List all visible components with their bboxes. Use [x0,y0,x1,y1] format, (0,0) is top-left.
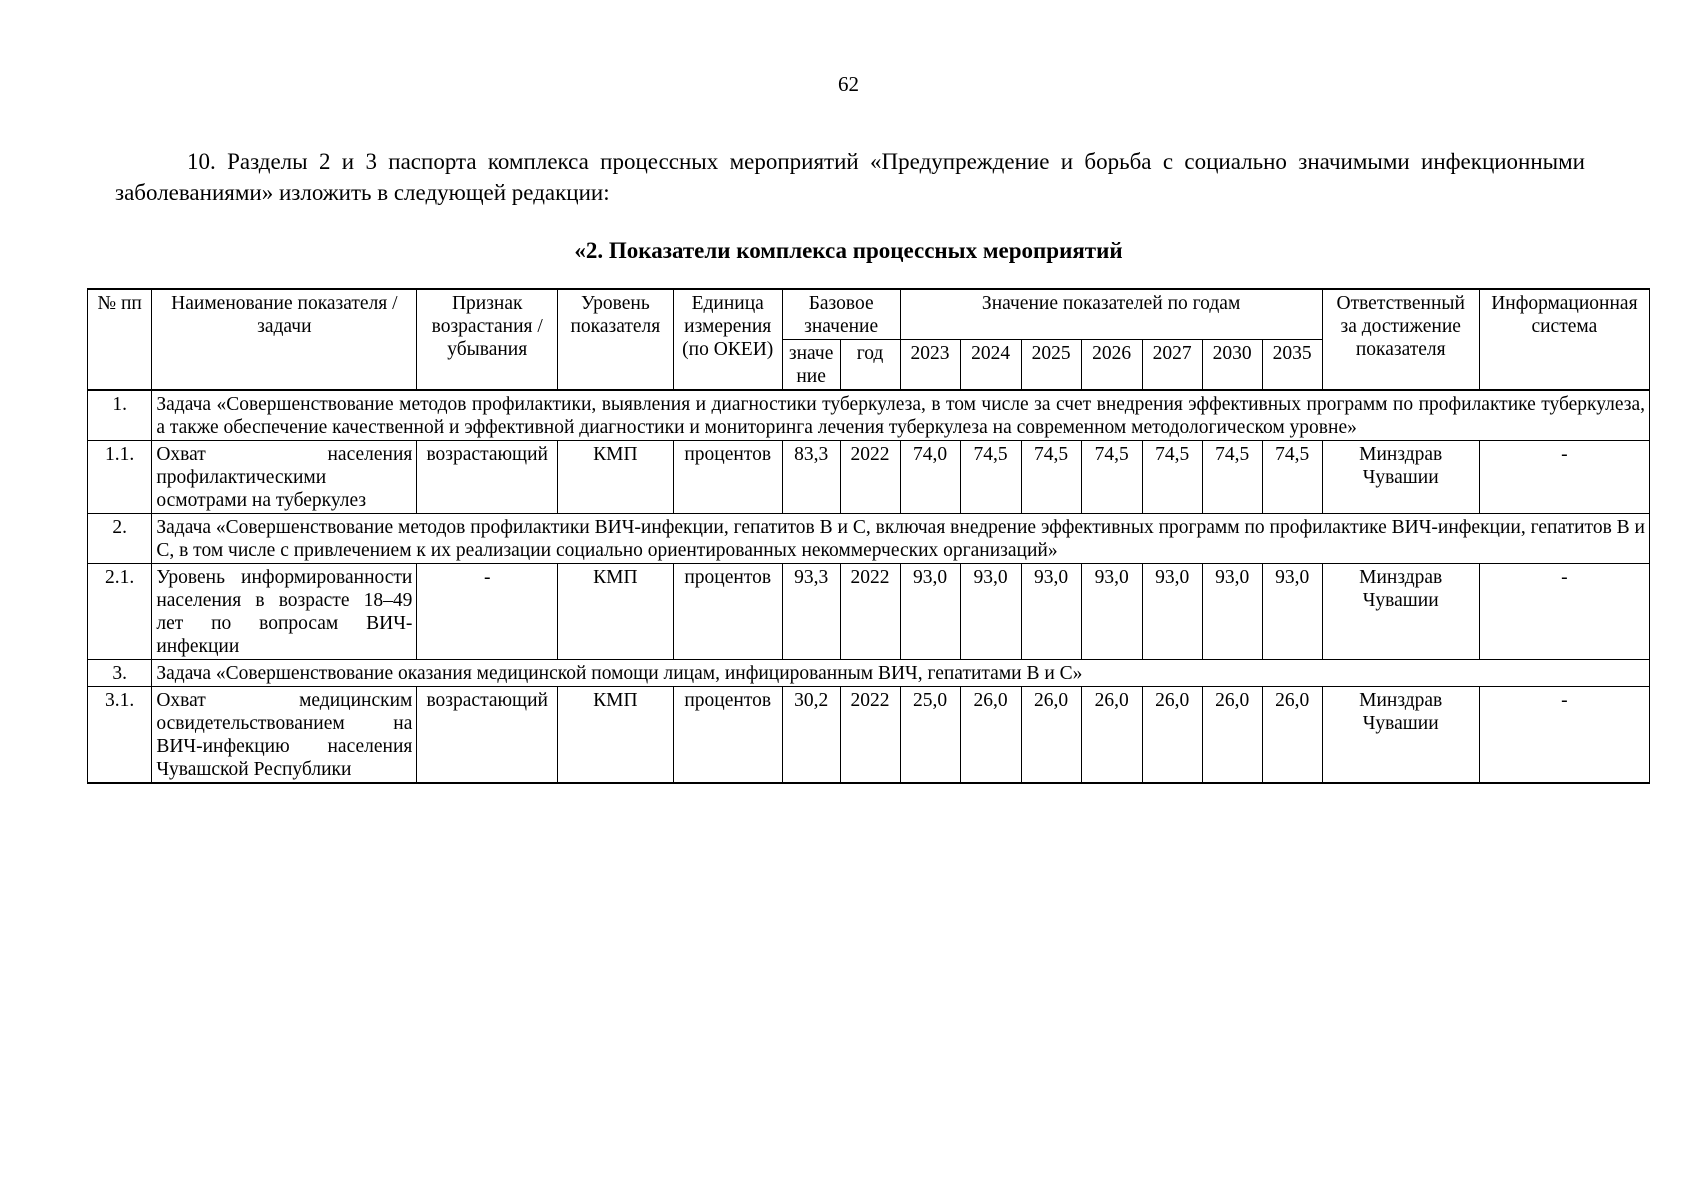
indicator-level: КМП [558,687,674,784]
row-num: 1.1. [88,441,152,514]
header-num: № пп [88,289,152,390]
info-system: - [1479,687,1649,784]
indicator-name: Уровень информированности населения в возрасте 18–49 лет по вопросам ВИЧ-инфекции [152,564,417,660]
responsible: Минздрав Чувашии [1322,441,1479,514]
year-value: 74,5 [1202,441,1262,514]
task-text: Задача «Совершенствование методов профилактики ВИЧ-инфекции, гепатитов B и C, включая внедрение эффективных программ по профилактике ВИЧ-инфекции, гепатитов B и C, в том числе с привлечением к их реализации социально ориентированных некоммерческих организаций» [152,514,1650,564]
indicator-sign: возрастающий [417,687,558,784]
indicator-level: КМП [558,564,674,660]
header-base-value: значение [782,340,840,391]
task-row [88,390,1650,441]
header-year: 2027 [1142,340,1202,391]
header-year: 2026 [1081,340,1142,391]
year-value: 26,0 [1021,687,1081,784]
indicator-row [88,441,1650,514]
year-value: 93,0 [960,564,1021,660]
indicator-row [88,687,1650,784]
year-value: 26,0 [960,687,1021,784]
year-value: 74,5 [1142,441,1202,514]
indicator-sign: возрастающий [417,441,558,514]
header-year: 2030 [1202,340,1262,391]
base-year: 2022 [840,687,900,784]
header-level: Уровень показателя [558,289,674,390]
year-value: 93,0 [1142,564,1202,660]
section-title: «2. Показатели комплекса процессных мероприятий [574,238,1123,263]
task-row [88,514,1650,564]
year-value: 93,0 [1202,564,1262,660]
indicator-unit: процентов [673,564,782,660]
year-value: 26,0 [1081,687,1142,784]
indicator-sign: - [417,564,558,660]
indicator-name: Охват медицинским освидетельствованием на ВИЧ-инфекцию населения Чувашской Республики [152,687,417,784]
row-num: 1. [88,390,152,441]
row-num: 3.1. [88,687,152,784]
header-base-year: год [840,340,900,391]
year-value: 93,0 [1021,564,1081,660]
base-value: 30,2 [782,687,840,784]
responsible: Минздрав Чувашии [1322,564,1479,660]
info-system: - [1479,441,1649,514]
row-num: 2. [88,514,152,564]
indicator-level: КМП [558,441,674,514]
year-value: 93,0 [1262,564,1322,660]
year-value: 74,0 [900,441,960,514]
year-value: 26,0 [1262,687,1322,784]
header-info-system: Информационная система [1479,289,1649,390]
header-base: Базовое значение [782,289,900,340]
header-year: 2035 [1262,340,1322,391]
indicator-name: Охват населения профилактическими осмотрами на туберкулез [152,441,417,514]
year-value: 74,5 [1081,441,1142,514]
responsible: Минздрав Чувашии [1322,687,1479,784]
row-num: 2.1. [88,564,152,660]
base-year: 2022 [840,564,900,660]
year-value: 74,5 [960,441,1021,514]
indicator-unit: процентов [673,687,782,784]
header-name: Наименование показателя / задачи [152,289,417,390]
task-text: Задача «Совершенствование оказания медицинской помощи лицам, инфицированным ВИЧ, гепатитами B и C» [152,660,1650,687]
year-value: 25,0 [900,687,960,784]
year-value: 93,0 [1081,564,1142,660]
info-system: - [1479,564,1649,660]
base-year: 2022 [840,441,900,514]
base-value: 83,3 [782,441,840,514]
year-value: 74,5 [1021,441,1081,514]
page-number: 62 [838,72,859,96]
base-value: 93,3 [782,564,840,660]
header-sign: Признак возрастания / убывания [417,289,558,390]
indicator-row [88,564,1650,660]
year-value: 26,0 [1202,687,1262,784]
row-num: 3. [88,660,152,687]
header-year: 2024 [960,340,1021,391]
indicator-unit: процентов [673,441,782,514]
header-values-by-year: Значение показателей по годам [900,289,1322,340]
year-value: 26,0 [1142,687,1202,784]
intro-paragraph: 10. Разделы 2 и 3 паспорта комплекса процессных мероприятий «Предупреждение и борьба с социально значимыми инфекционными заболеваниями» изложить в следующей редакции: [115,149,1585,205]
header-year: 2023 [900,340,960,391]
header-year: 2025 [1021,340,1081,391]
year-value: 93,0 [900,564,960,660]
year-value: 74,5 [1262,441,1322,514]
indicators-table [87,288,1650,784]
task-row [88,660,1650,687]
header-unit: Единица измерения (по ОКЕИ) [673,289,782,390]
header-responsible: Ответственный за достижение показателя [1322,289,1479,390]
task-text: Задача «Совершенствование методов профилактики, выявления и диагностики туберкулеза, в том числе за счет внедрения эффективных программ по профилактике туберкулеза, а также обеспечение качественной и эффективной диагностики и мониторинга лечения туберкулеза на современном методологическом уровне» [152,390,1650,441]
